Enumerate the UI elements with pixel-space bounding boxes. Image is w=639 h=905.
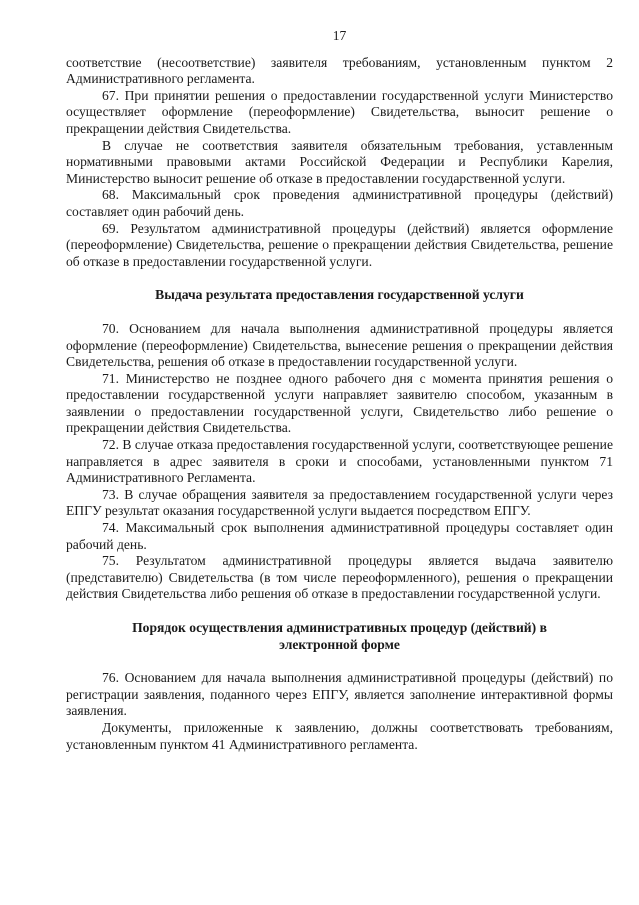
paragraph-72: 72. В случае отказа предоставления государственной услуги, соответствующее решение направляется в адрес заявителя в сроки и способами, установленными пунктом 71 Административного Регламента. xyxy=(66,437,613,486)
paragraph-74: 74. Максимальный срок выполнения административной процедуры составляет один рабочий день. xyxy=(66,520,613,552)
paragraph-continued: соответствие (несоответствие) заявителя требованиям, установленным пунктом 2 Административного регламента. xyxy=(66,54,613,87)
paragraph-73: 73. В случае обращения заявителя за предоставлением государственной услуги через ЕПГУ результат оказания государственной услуги выдается посредством ЕПГУ. xyxy=(66,486,613,519)
document-page xyxy=(66,28,613,753)
section-heading-result-issuance: Выдача результата предоставления государственной услуги xyxy=(155,287,524,303)
paragraph-70: 70. Основанием для начала выполнения административной процедуры является оформление (переоформление) Свидетельства, вынесение решения о прекращении действия Свидетельства, решения об отказе в предоставлении государственной услуги. xyxy=(66,320,613,370)
paragraph-67: 67. При принятии решения о предоставлении государственной услуги Министерство осуществляет оформление (переоформление) Свидетельства, выносит решение о прекращении действия Свидетельства. xyxy=(66,87,613,136)
paragraph-76: 76. Основанием для начала выполнения административной процедуры (действий) по регистрации заявления, поданного через ЕПГУ, является заполнение интерактивной формы заявления. xyxy=(66,670,613,719)
section-heading-line-2: электронной форме xyxy=(279,636,400,652)
paragraph-76-documents: Документы, приложенные к заявлению, должны соответствовать требованиям, установленным пунктом 41 Административного регламента. xyxy=(66,719,613,752)
paragraph-67-refusal: В случае не соответствия заявителя обязательным требования, уставленным нормативными правовыми актами Российской Федерации и Республики Карелия, Министерство выносит решение об отказе в предоставлении государственной услуги. xyxy=(66,137,613,186)
section-heading-electronic-procedures xyxy=(66,620,613,653)
section-heading-line-1: Порядок осуществления административных процедур (действий) в xyxy=(132,620,547,635)
paragraph-69: 69. Результатом административной процедуры (действий) является оформление (переоформление) Свидетельства, решение о прекращении действия Свидетельства, решение об отказе в предоставлении государственной услуги. xyxy=(66,220,613,269)
paragraph-71: 71. Министерство не позднее одного рабочего дня с момента принятия решения о предоставлении государственной услуги направляет заявителю способом, указанным в заявлении о предоставлении государственной услуги, Свидетельство либо решение о прекращении действия Свидетельства. xyxy=(66,370,613,436)
page-number: 17 xyxy=(332,28,347,43)
paragraph-75: 75. Результатом административной процедуры является выдача заявителю (представителю) Свидетельства (в том числе переоформленного), решения о прекращении действия Свидетельства либо решения об отказе в предоставлении государственной услуги. xyxy=(66,553,613,602)
paragraph-68: 68. Максимальный срок проведения административной процедуры (действий) составляет один рабочий день. xyxy=(66,187,613,219)
